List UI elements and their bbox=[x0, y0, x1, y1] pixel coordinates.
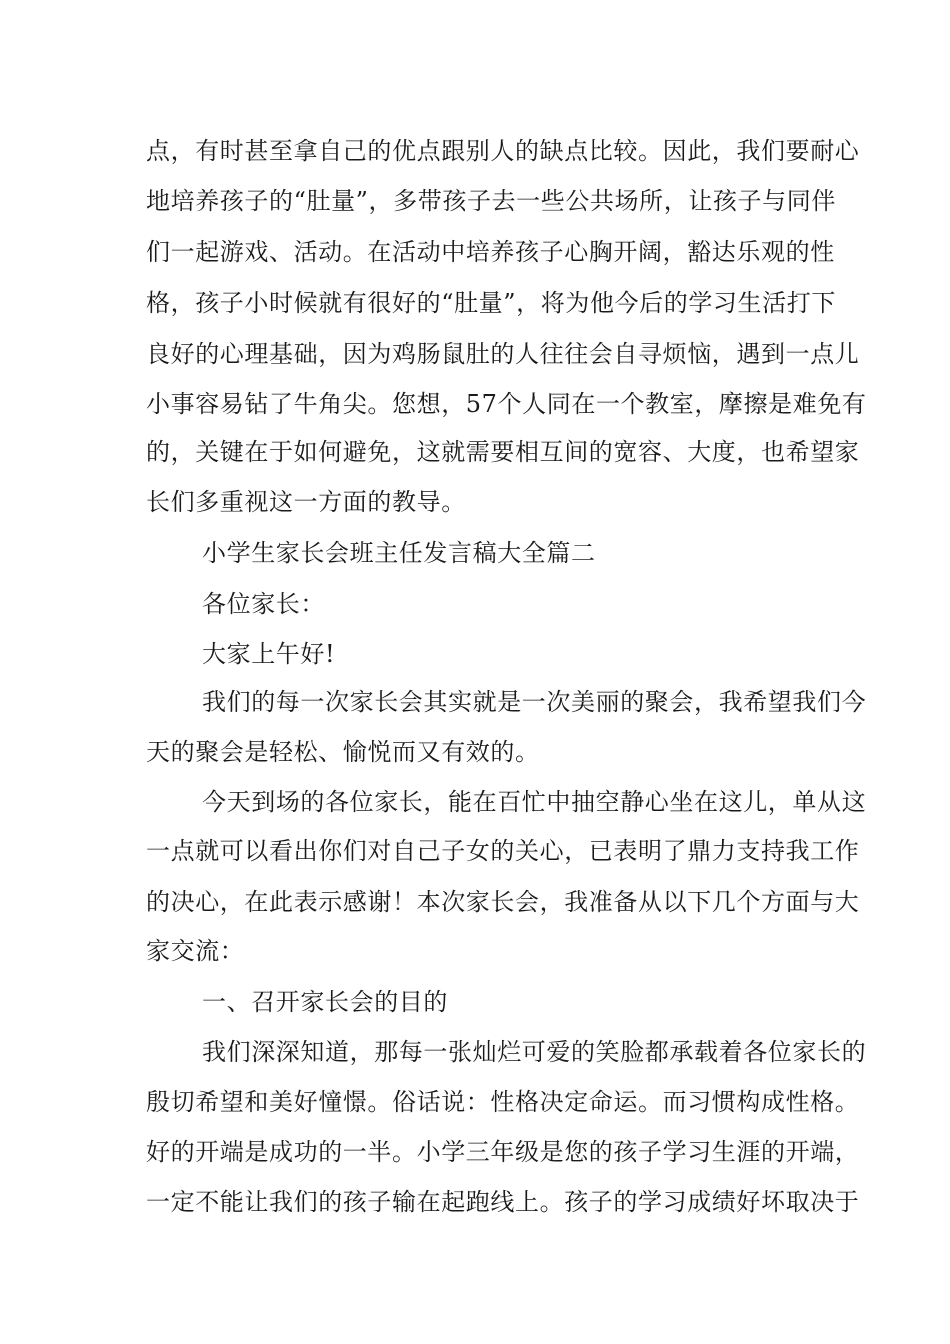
text-line: 长们多重视这一方面的教导。 bbox=[146, 488, 466, 516]
text-line: 的决心，在此表示感谢！本次家长会，我准备从以下几个方面与大 bbox=[146, 888, 860, 916]
text-line: 一点就可以看出你们对自己子女的关心，已表明了鼎力支持我工作 bbox=[146, 837, 860, 865]
text-line: 天的聚会是轻松、愉悦而又有效的。 bbox=[146, 738, 540, 766]
text-line: 好的开端是成功的一半。小学三年级是您的孩子学习生涯的开端， bbox=[146, 1138, 860, 1166]
salutation: 各位家长： bbox=[202, 590, 325, 618]
text-line: 们一起游戏、活动。在活动中培养孩子心胸开阔，豁达乐观的性 bbox=[146, 238, 835, 266]
text-line: 我们深深知道，那每一张灿烂可爱的笑脸都承载着各位家长的 bbox=[202, 1038, 867, 1066]
text-line: 一定不能让我们的孩子输在起跑线上。孩子的学习成绩好坏取决于 bbox=[146, 1188, 860, 1216]
text-line: 的，关键在于如何避免，这就需要相互间的宽容、大度，也希望家 bbox=[146, 438, 860, 466]
subsection-heading: 一、召开家长会的目的 bbox=[202, 988, 448, 1016]
text-line: 良好的心理基础，因为鸡肠鼠肚的人往往会自寻烦恼，遇到一点儿 bbox=[146, 340, 860, 368]
text-line: 今天到场的各位家长，能在百忙中抽空静心坐在这儿，单从这 bbox=[202, 788, 867, 816]
text-line: 家交流： bbox=[146, 937, 245, 965]
text-line: 我们的每一次家长会其实就是一次美丽的聚会，我希望我们今 bbox=[202, 688, 867, 716]
text-line: 殷切希望和美好憧憬。俗话说：性格决定命运。而习惯构成性格。 bbox=[146, 1088, 860, 1116]
text-line: 小事容易钻了牛角尖。您想，57个人同在一个教室，摩擦是难免有 bbox=[146, 390, 867, 418]
text-line: 地培养孩子的“肚量”，多带孩子去一些公共场所，让孩子与同伴 bbox=[146, 187, 836, 215]
section-heading: 小学生家长会班主任发言稿大全篇二 bbox=[202, 539, 596, 567]
text-line: 点，有时甚至拿自己的优点跟别人的缺点比较。因此，我们要耐心 bbox=[146, 137, 860, 165]
text-line: 格，孩子小时候就有很好的“肚量”，将为他今后的学习生活打下 bbox=[146, 289, 836, 317]
greeting: 大家上午好! bbox=[202, 640, 336, 668]
